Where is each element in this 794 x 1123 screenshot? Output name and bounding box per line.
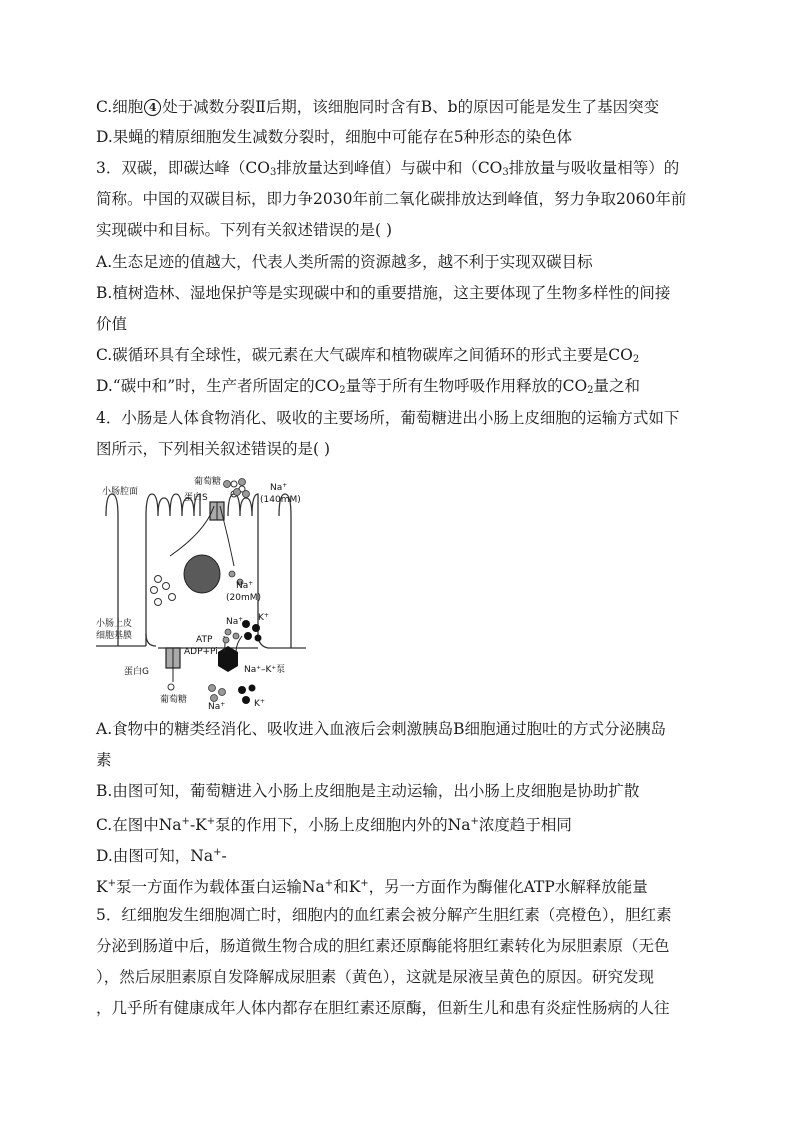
label-adp: ADP+Pi xyxy=(184,647,218,657)
q3-option-b-line1: B.植树造林、湿地保护等是实现碳中和的重要措施，这主要体现了生物多样性的间接 xyxy=(96,284,671,302)
q5-stem-line2: 分泌到肠道中后，肠道微生物合成的胆红素还原酶能将胆红素转化为尿胆素原（无色 xyxy=(96,937,670,955)
intestinal-cell-diagram xyxy=(96,476,326,710)
label-na-in: Na+ xyxy=(236,580,254,591)
q4-option-b: B.由图可知，葡萄糖进入小肠上皮细胞是主动运输，出小肠上皮细胞是协助扩散 xyxy=(96,782,640,800)
label-glucose-top: 葡萄糖 xyxy=(194,477,222,487)
q3-stem-line1: 3．双碳，即碳达峰（$CO_3$排放量达到峰值）与碳中和（$CO_3$排放量与吸收量相等）的 xyxy=(96,159,680,178)
q5-stem-line4: ，几乎所有健康成年人体内都存在胆红素还原酶，但新生儿和患有炎症性肠病的人往 xyxy=(96,999,670,1017)
q3-stem-line3: 实现碳中和目标。下列有关叙述错误的是( ) xyxy=(96,221,393,239)
q4-option-a-line1: A.食物中的糖类经消化、吸收进入血液后会刺激胰岛B细胞通过胞吐的方式分泌胰岛 xyxy=(96,720,667,738)
q4-option-d-line1: D.由图可知，Na+- xyxy=(96,847,227,865)
q3-option-b-line2: 价值 xyxy=(96,315,128,333)
label-na-pump-top: Na+ xyxy=(226,616,244,627)
label-atp: ATP xyxy=(196,635,213,645)
na-k-pump-shape xyxy=(218,646,238,672)
q4-stem-line1: 4．小肠是人体食物消化、吸收的主要场所，葡萄糖进出小肠上皮细胞的运输方式如下 xyxy=(96,409,680,427)
label-na-bottom: Na+ xyxy=(208,701,226,710)
q5-stem-line3: ），然后尿胆素原自发降解成尿胆素（黄色），这就是尿液呈黄色的原因。研究发现 xyxy=(96,968,655,986)
label-protein-g: 蛋白G xyxy=(124,667,149,677)
q3-option-c: C.碳循环具有全球性，碳元素在大气碳库和植物碳库之间循环的形式主要是$CO_2$ xyxy=(96,346,640,365)
label-basal-1: 小肠上皮 xyxy=(96,619,133,629)
q3-stem-line2: 简称。中国的双碳目标，即力争2030年前二氧化碳排放达到峰值，努力争取2060年前 xyxy=(96,190,687,208)
label-pump: Na⁺–K⁺泵 xyxy=(244,665,286,675)
label-na-out: Na+ xyxy=(270,482,288,493)
q2-option-d: D.果蝇的精原细胞发生减数分裂时，细胞中可能存在5种形态的染色体 xyxy=(96,128,573,146)
q3-option-d: D.“碳中和”时，生产者所固定的$CO_2$量等于所有生物呼吸作用释放的$CO_2$量之和 xyxy=(96,377,641,396)
q4-option-c: C.在图中Na+-K+泵的作用下，小肠上皮细胞内外的Na+浓度趋于相同 xyxy=(96,816,572,834)
label-na-out-conc: (140mM) xyxy=(260,495,301,505)
label-basal-2: 细胞基膜 xyxy=(96,631,133,641)
q5-stem-line1: 5．红细胞发生细胞凋亡时，细胞内的血红素会被分解产生胆红素（亮橙色），胆红素 xyxy=(96,906,672,924)
label-k-top: K+ xyxy=(258,612,269,623)
q4-option-a-line2: 素 xyxy=(96,751,112,769)
q3-option-a: A.生态足迹的值越大，代表人类所需的资源越多，越不利于实现双碳目标 xyxy=(96,253,593,271)
q4-stem-line2: 图所示，下列相关叙述错误的是( ) xyxy=(96,440,331,458)
label-k-bottom: K+ xyxy=(254,698,265,709)
q2-option-c: C.细胞 4 处于减数分裂Ⅱ后期，该细胞同时含有B、b的原因可能是发生了基因突变 xyxy=(96,98,660,116)
circled-number-4: 4 xyxy=(144,99,161,116)
label-lumen: 小肠腔面 xyxy=(102,487,139,497)
label-glucose-bottom: 葡萄糖 xyxy=(160,695,188,705)
label-protein-s: 蛋白S xyxy=(184,493,208,503)
label-na-in-conc: (20mM) xyxy=(226,593,262,603)
q4-option-d-line2: K+泵一方面作为载体蛋白运输Na+和K+，另一方面作为酶催化ATP水解释放能量 xyxy=(96,878,648,896)
